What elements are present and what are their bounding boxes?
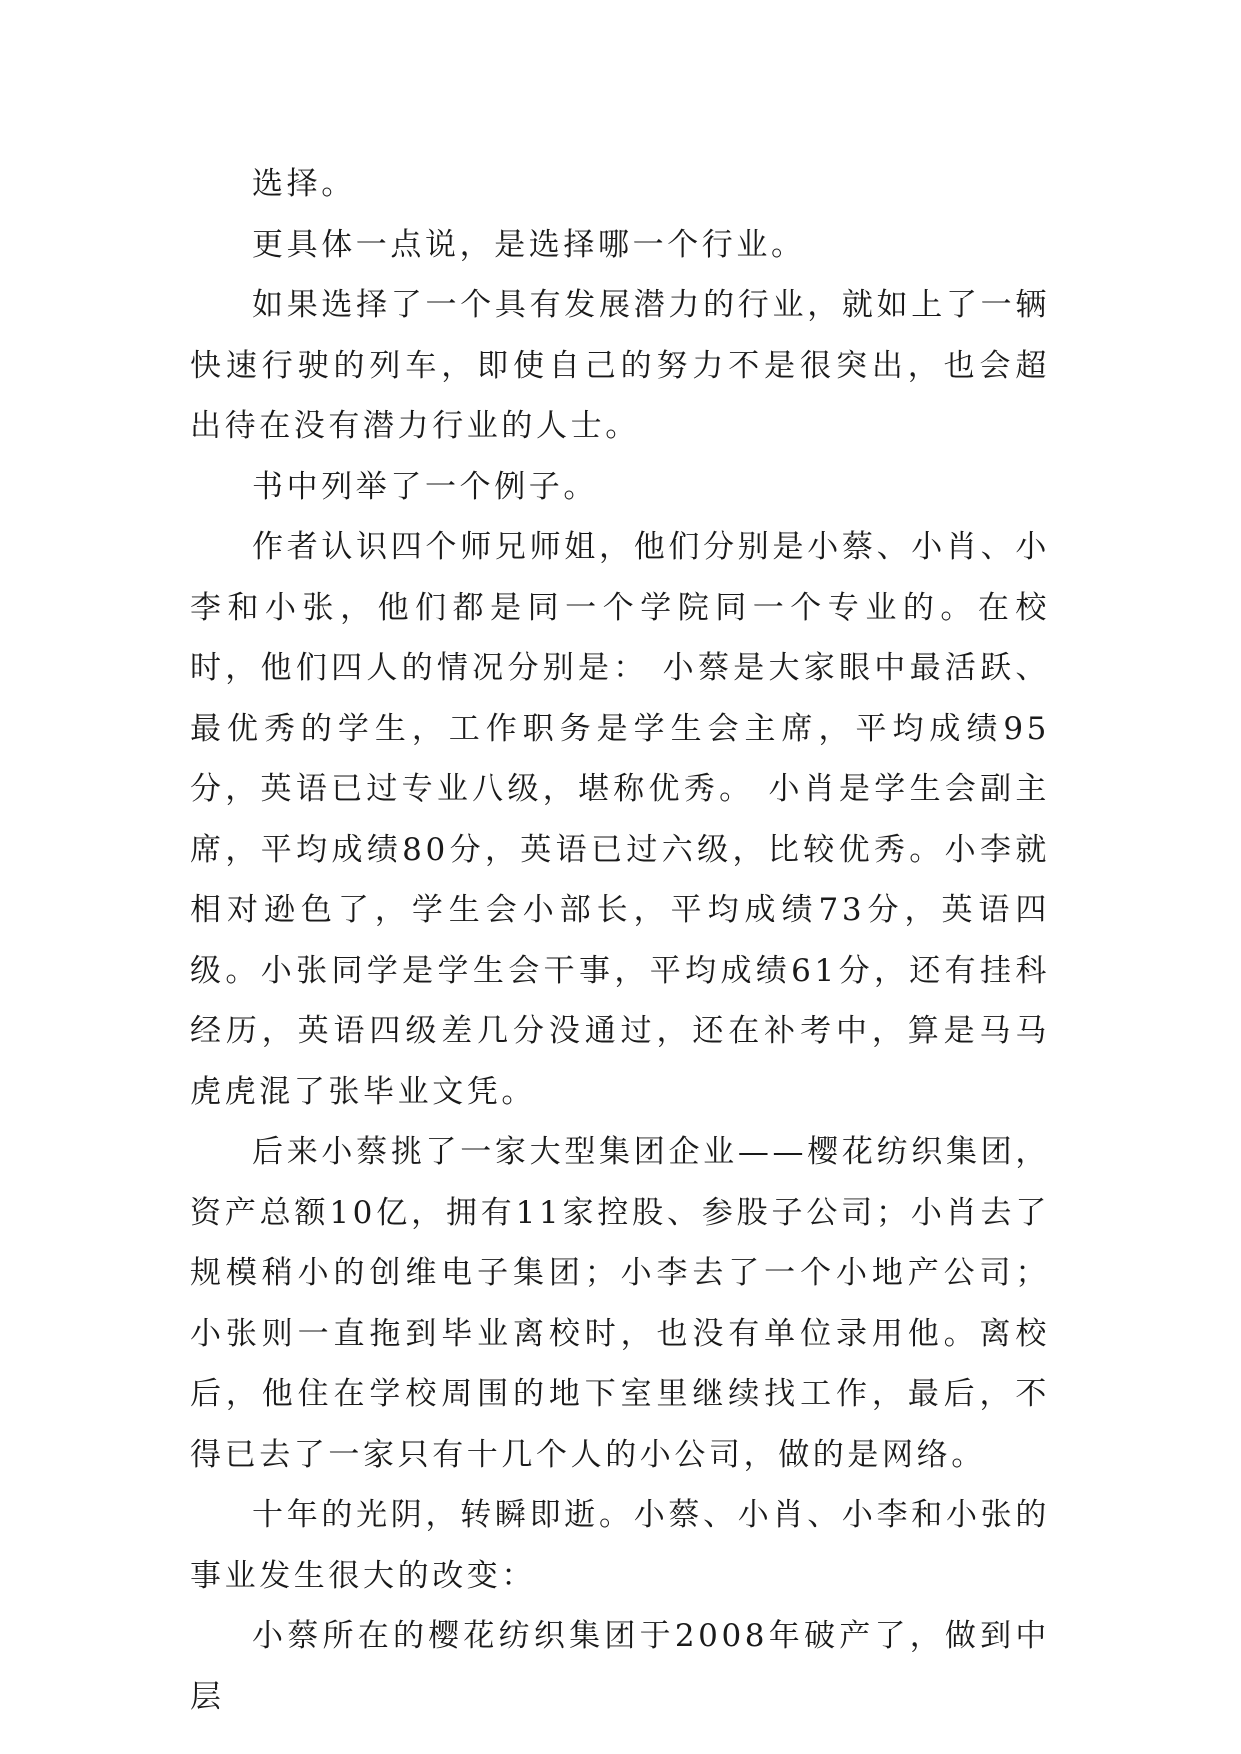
paragraph: 如果选择了一个具有发展潜力的行业，就如上了一辆快速行驶的列车，即使自己的努力不是很突出，也会超出待在没有潜力行业的人士。	[190, 287, 1050, 444]
paragraph: 作者认识四个师兄师姐，他们分别是小蔡、小肖、小李和小张，他们都是同一个学院同一个专业的。在校时，他们四人的情况分别是： 小蔡是大家眼中最活跃、最优秀的学生，工作职务是学生会主席，平均成绩95分，英语已过专业八级，堪称优秀。 小肖是学生会副主席，平均成绩80分，英语已过六级，比较优秀。小李就相对逊色了，学生会小部长，平均成绩73分，英语四级。小张同学是学生会干事，平均成绩61分，还有挂科经历，英语四级差几分没通过，还在补考中，算是马马虎虎混了张毕业文凭。	[190, 529, 1050, 1110]
body-text	[190, 154, 1050, 1727]
paragraph: 十年的光阴，转瞬即逝。小蔡、小肖、小李和小张的事业发生很大的改变：	[190, 1497, 1050, 1594]
paragraph: 选择。	[252, 166, 356, 202]
paragraph: 更具体一点说，是选择哪一个行业。	[252, 226, 806, 263]
paragraph: 小蔡所在的樱花纺织集团于2008年破产了，做到中层	[190, 1618, 1050, 1715]
paragraph: 书中列举了一个例子。	[252, 468, 598, 505]
paragraph: 后来小蔡挑了一家大型集团企业——樱花纺织集团，资产总额10亿，拥有11家控股、参股子公司；小肖去了规模稍小的创维电子集团；小李去了一个小地产公司；小张则一直拖到毕业离校时，也没有单位录用他。离校后，他住在学校周围的地下室里继续找工作，最后，不得已去了一家只有十几个人的小公司，做的是网络。	[190, 1134, 1050, 1473]
